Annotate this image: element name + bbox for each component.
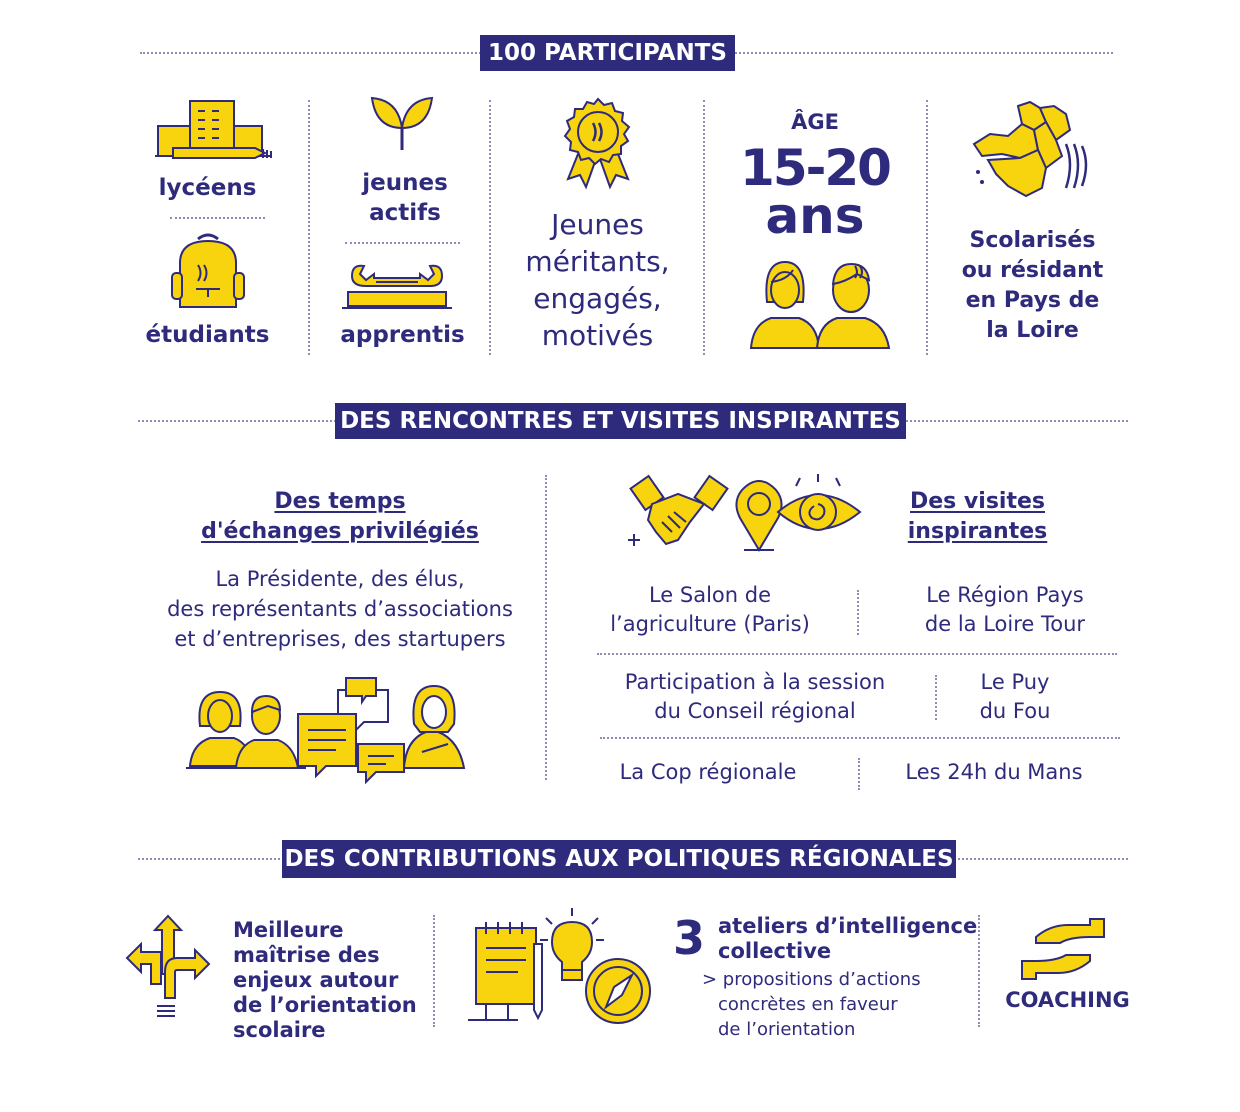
- visite-tour: Le Région Pays de la Loire Tour: [924, 583, 1086, 636]
- coaching-hands-icon: [1020, 917, 1106, 985]
- column-divider: [703, 100, 705, 355]
- column-divider: [545, 475, 547, 780]
- label-etudiants: étudiants: [145, 322, 270, 348]
- text-coaching: COACHING: [1005, 988, 1130, 1012]
- building-icon: [155, 98, 275, 166]
- backpack-icon: [170, 233, 246, 311]
- compass-icon: [578, 955, 654, 1025]
- eye-icon: [776, 474, 862, 540]
- column-divider: [978, 915, 980, 1027]
- ateliers-text: > propositions d’actions concrètes en faveur de l’orientation: [702, 969, 921, 1040]
- age-range: 15-20: [740, 139, 890, 197]
- column-divider: [308, 100, 310, 355]
- echanges-title: Des temps d'échanges privilégiés: [201, 489, 479, 544]
- text-orientation: Meilleure maîtrise des enjeux autour de l’orientation scolaire: [233, 918, 417, 1042]
- column-divider: [858, 758, 860, 790]
- sprout-icon: [370, 94, 434, 152]
- visite-salon: Le Salon de l’agriculture (Paris): [610, 583, 810, 636]
- age-unit: ans: [765, 187, 865, 245]
- visite-puy: Le Puy du Fou: [979, 670, 1051, 723]
- column-divider: [433, 915, 435, 1027]
- group-chat-icon: [186, 676, 470, 784]
- two-people-icon: [747, 258, 891, 350]
- column-divider: [857, 590, 859, 635]
- column-divider: [926, 100, 928, 355]
- wrench-icon: [342, 262, 454, 316]
- medal-icon: [560, 97, 636, 189]
- label-lyceens: lycéens: [158, 175, 257, 201]
- text-meritants: Jeunes méritants, engagés, motivés: [525, 208, 670, 352]
- row-divider: [600, 737, 1120, 739]
- arrows-icon: [125, 914, 211, 1018]
- visite-cop: La Cop régionale: [619, 760, 797, 784]
- text-region: Scolarisés ou résidant en Pays de la Loire: [961, 228, 1104, 343]
- region-map-icon: [968, 100, 1096, 200]
- handshake-icon: [626, 474, 730, 556]
- section-title-participants: 100 PARTICIPANTS: [480, 35, 735, 71]
- column-divider: [489, 100, 491, 355]
- row-divider: [597, 653, 1117, 655]
- label-jeunes-actifs: jeunes actifs: [362, 170, 448, 226]
- ateliers-title: ateliers d’intelligence collective: [718, 914, 978, 963]
- age-label: ÂGE: [791, 110, 839, 134]
- section-title-rencontres: DES RENCONTRES ET VISITES INSPIRANTES: [335, 403, 906, 439]
- visite-session: Participation à la session du Conseil régional: [624, 670, 886, 723]
- ateliers-number: 3: [673, 911, 706, 965]
- label-apprentis: apprentis: [340, 322, 465, 348]
- section-title-contributions: DES CONTRIBUTIONS AUX POLITIQUES RÉGIONALES: [282, 840, 956, 878]
- row-divider: [170, 217, 265, 219]
- column-divider: [935, 675, 937, 720]
- echanges-text: La Présidente, des élus, des représentants d’associations et d’entreprises, des startupers: [167, 567, 513, 651]
- visites-title: Des visites inspirantes: [907, 489, 1048, 544]
- visite-mans: Les 24h du Mans: [905, 760, 1083, 784]
- row-divider: [345, 242, 460, 244]
